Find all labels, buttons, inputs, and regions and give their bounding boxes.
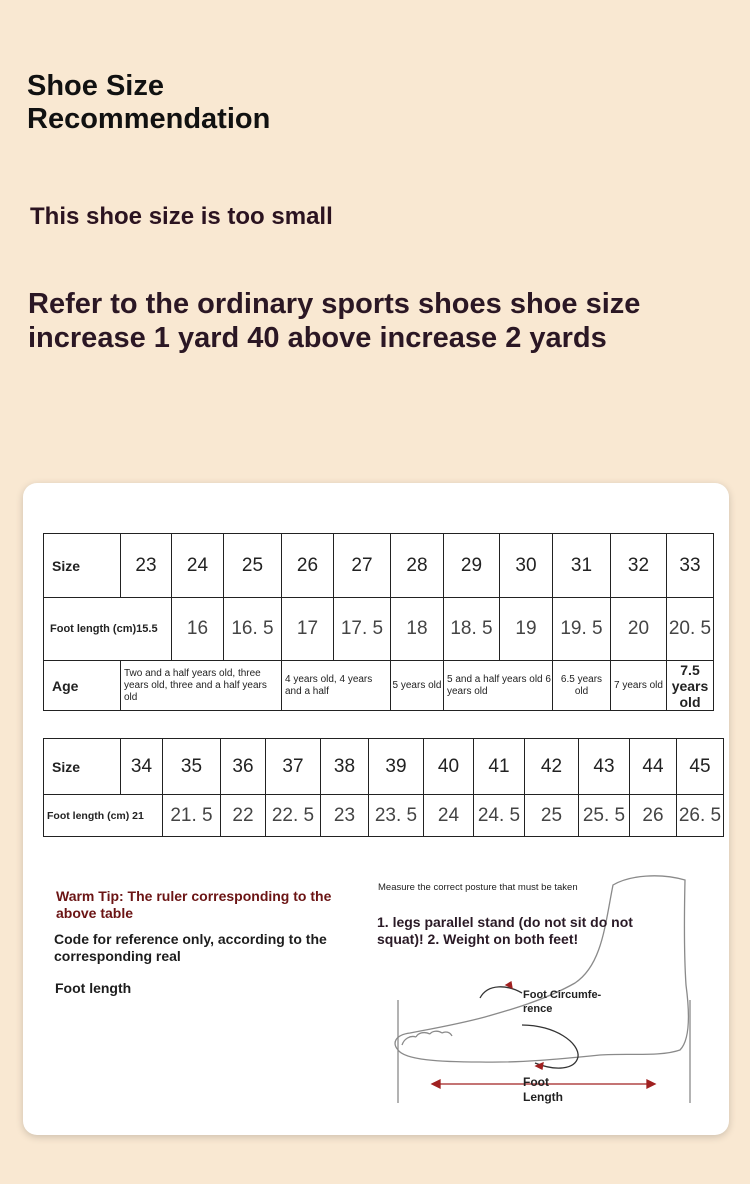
size-row: [44, 534, 714, 598]
foot-length-header: Foot length (cm)15.5: [44, 598, 172, 661]
size-cell: 24: [172, 534, 224, 598]
length-cell: 22. 5: [266, 795, 321, 837]
length-cell: 26: [630, 795, 677, 837]
reference-note: Code for reference only, according to the corresponding real: [54, 931, 327, 964]
size-cell: 43: [579, 739, 630, 795]
size-cell: 40: [424, 739, 474, 795]
size-table-2: [43, 738, 724, 837]
instruction-line-1: Refer to the ordinary sports shoes shoe size: [28, 288, 641, 320]
size-cell: 27: [334, 534, 391, 598]
age-header: Age: [44, 661, 121, 711]
length-cell: 19. 5: [553, 598, 611, 661]
size-cell: 25: [224, 534, 282, 598]
size-cell: 28: [391, 534, 444, 598]
foot-outline: [395, 876, 688, 1062]
length-cell: 20: [611, 598, 667, 661]
size-cell: 44: [630, 739, 677, 795]
foot-length-label: Foot Length: [523, 1075, 563, 1104]
foot-circumference-label: Foot Circumfe-rence: [523, 989, 602, 1015]
size-instruction: [28, 287, 728, 355]
size-cell: 42: [525, 739, 579, 795]
age-cell: 5 years old: [391, 661, 444, 711]
instruction-line-2: increase 1 yard 40 above increase 2 yards: [28, 322, 607, 354]
title-line-2: Recommendation: [27, 103, 271, 135]
size-cell: 45: [677, 739, 724, 795]
length-cell: 25: [525, 795, 579, 837]
length-cell: 18: [391, 598, 444, 661]
age-cell: Two and a half years old, three years old, three and a half years old: [121, 661, 282, 711]
size-cell: 36: [221, 739, 266, 795]
age-row: [44, 661, 714, 711]
size-cell: 35: [163, 739, 221, 795]
size-cell: 38: [321, 739, 369, 795]
size-cell: 41: [474, 739, 525, 795]
length-arrow-left: [432, 1080, 440, 1088]
length-cell: 22: [221, 795, 266, 837]
size-cell: 39: [369, 739, 424, 795]
foot-length-note: Foot length: [55, 980, 132, 996]
age-cell: 7 years old: [611, 661, 667, 711]
size-cell: 37: [266, 739, 321, 795]
length-cell: 24. 5: [474, 795, 525, 837]
age-cell: 6.5 years old: [553, 661, 611, 711]
length-cell: 20. 5: [667, 598, 714, 661]
length-cell: 24: [424, 795, 474, 837]
size-cell: 29: [444, 534, 500, 598]
length-cell: 17. 5: [334, 598, 391, 661]
size-cell: 26: [282, 534, 334, 598]
size-table-1: [43, 533, 714, 711]
size-row: [44, 739, 724, 795]
title-line-1: Shoe Size: [27, 70, 164, 102]
size-cell: 30: [500, 534, 553, 598]
age-cell: 7.5 years old: [667, 661, 714, 711]
size-cell: 23: [121, 534, 172, 598]
length-cell: 23. 5: [369, 795, 424, 837]
measure-steps: 1. legs parallel stand (do not sit do not squat)! 2. Weight on both feet!: [377, 914, 633, 947]
foot-length-row: [44, 795, 724, 837]
foot-length-header: Foot length (cm) 21: [44, 795, 163, 837]
length-cell: 18. 5: [444, 598, 500, 661]
warm-tip: Warm Tip: The ruler corresponding to the above table: [56, 888, 332, 921]
length-cell: 16: [172, 598, 224, 661]
size-cell: 32: [611, 534, 667, 598]
size-cell: 33: [667, 534, 714, 598]
foot-length-row: [44, 598, 714, 661]
circumference-loop-top: [480, 987, 522, 998]
length-cell: 16. 5: [224, 598, 282, 661]
size-cell: 34: [121, 739, 163, 795]
length-cell: 21. 5: [163, 795, 221, 837]
age-cell: 5 and a half years old 6 years old: [444, 661, 553, 711]
length-cell: 19: [500, 598, 553, 661]
page-title: [27, 70, 270, 136]
length-cell: 17: [282, 598, 334, 661]
size-header: Size: [44, 534, 121, 598]
length-cell: 26. 5: [677, 795, 724, 837]
age-cell: 4 years old, 4 years and a half: [282, 661, 391, 711]
length-cell: 23: [321, 795, 369, 837]
length-arrow-right: [647, 1080, 655, 1088]
subtitle: This shoe size is too small: [30, 203, 333, 230]
size-header: Size: [44, 739, 121, 795]
size-cell: 31: [553, 534, 611, 598]
length-cell: 25. 5: [579, 795, 630, 837]
measure-heading: Measure the correct posture that must be taken: [378, 882, 578, 893]
